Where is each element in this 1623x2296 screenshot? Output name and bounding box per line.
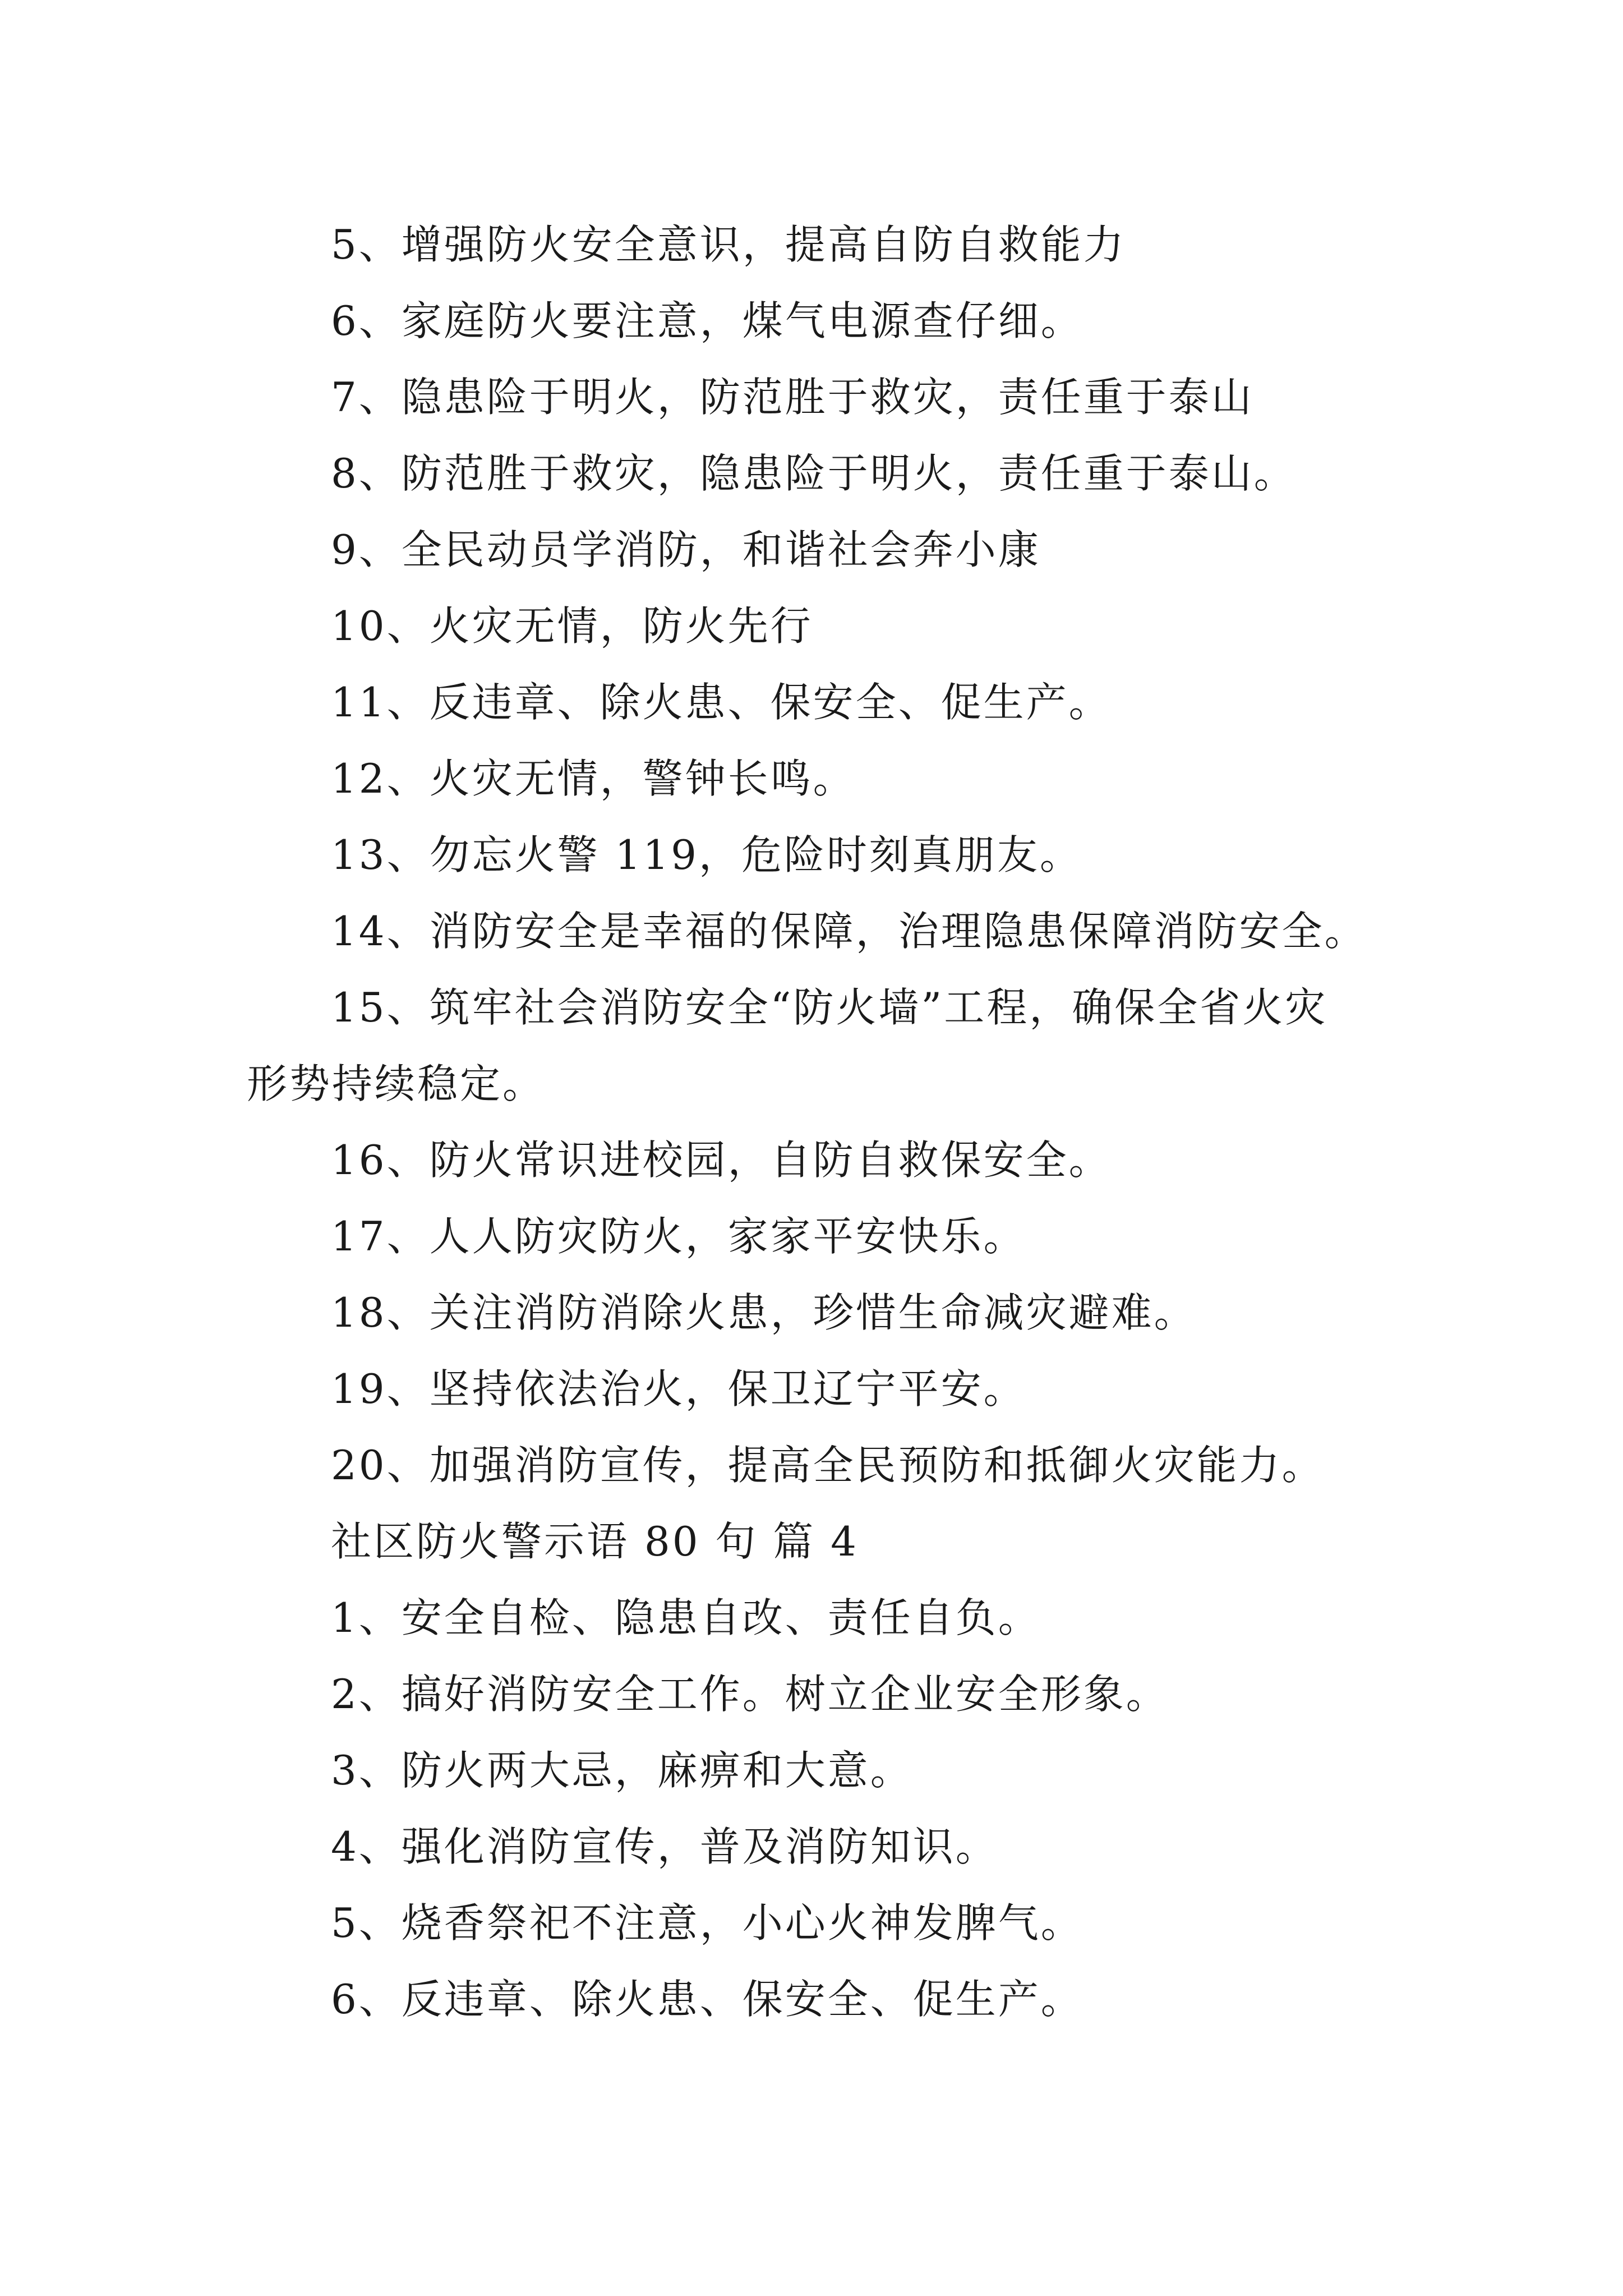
list-item: 3、防火两大忌，麻痹和大意。 [331, 1747, 913, 1794]
list-item: 6、反违章、除火患、保安全、促生产。 [331, 1976, 1083, 2023]
list-item: 8、防范胜于救灾，隐患险于明火，责任重于泰山。 [331, 450, 1297, 497]
list-item: 19、坚持依法治火，保卫辽宁平安。 [331, 1365, 1026, 1412]
list-item: 20、加强消防宣传，提高全民预防和抵御火灾能力。 [331, 1442, 1325, 1489]
list-item: 7、隐患险于明火，防范胜于救灾，责任重于泰山 [331, 374, 1254, 421]
list-item-continuation: 形势持续稳定。 [247, 1060, 546, 1107]
list-item: 9、全民动员学消防，和谐社会奔小康 [331, 526, 1041, 573]
list-item: 15、筑牢社会消防安全“防火墙”工程，确保全省火灾 [331, 984, 1328, 1031]
section-heading: 社区防火警示语 80 句 篇 4 [331, 1518, 859, 1565]
list-item: 4、强化消防宣传，普及消防知识。 [331, 1823, 998, 1870]
list-item: 5、增强防火安全意识，提高自防自救能力 [331, 221, 1126, 268]
list-item: 12、火灾无情，警钟长鸣。 [331, 755, 856, 802]
list-item: 2、搞好消防安全工作。树立企业安全形象。 [331, 1671, 1169, 1718]
list-item: 11、反违章、除火患、保安全、促生产。 [331, 679, 1112, 726]
list-item: 17、人人防灾防火，家家平安快乐。 [331, 1213, 1026, 1260]
list-item: 14、消防安全是幸福的保障，治理隐患保障消防安全。 [331, 908, 1367, 955]
list-item: 6、家庭防火要注意，煤气电源查仔细。 [331, 297, 1083, 344]
list-item: 13、勿忘火警 119，危险时刻真朋友。 [331, 831, 1082, 878]
list-item: 16、防火常识进校园，自防自救保安全。 [331, 1137, 1112, 1184]
list-item: 1、安全自检、隐患自改、责任自负。 [331, 1594, 1041, 1641]
list-item: 10、火灾无情，防火先行 [331, 602, 813, 650]
list-item: 18、关注消防消除火患，珍惜生命减灾避难。 [331, 1289, 1197, 1336]
list-item: 5、烧香祭祀不注意，小心火神发脾气。 [331, 1899, 1083, 1947]
document-body [247, 206, 1441, 2037]
